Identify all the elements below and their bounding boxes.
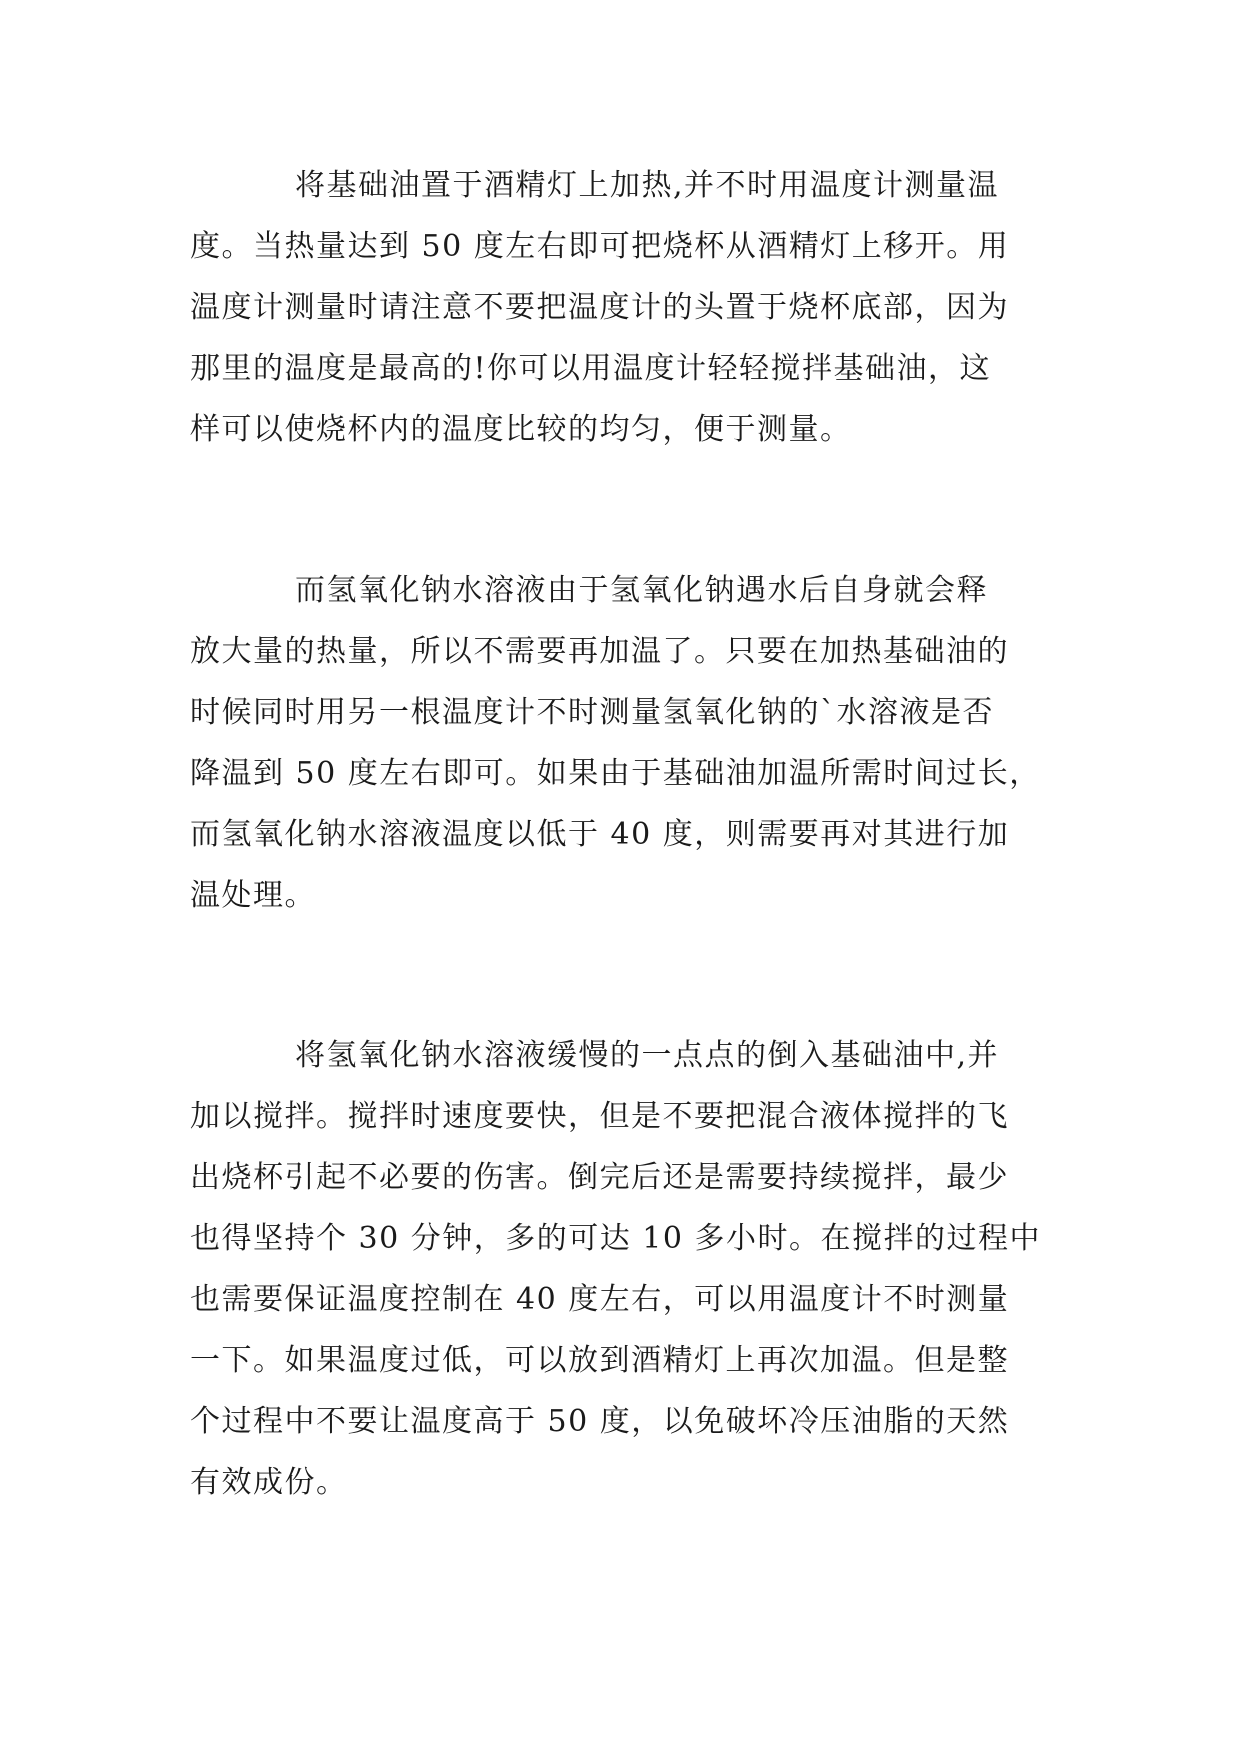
paragraph-heating-oil: [190, 155, 1060, 460]
paragraph-sodium-hydroxide-solution: [190, 560, 1060, 926]
paragraph-mixing-stirring: [190, 1025, 1060, 1513]
paragraph-line: 温度计测量时请注意不要把温度计的头置于烧杯底部，因为: [190, 290, 1009, 325]
paragraph-line: 样可以使烧杯内的温度比较的均匀，便于测量。: [190, 412, 852, 447]
paragraph-line: 出烧杯引起不必要的伤害。倒完后还是需要持续搅拌，最少: [190, 1160, 1009, 1195]
paragraph-line: 个过程中不要让温度高于 50 度，以免破坏冷压油脂的天然: [190, 1404, 1010, 1439]
paragraph-line: 也得坚持个 30 分钟，多的可达 10 多小时。在搅拌的过程中: [190, 1221, 1041, 1256]
paragraph-line: 而氢氧化钠水溶液温度以低于 40 度，则需要再对其进行加: [190, 817, 1010, 852]
paragraph-line: 那里的温度是最高的!你可以用温度计轻轻搅拌基础油，这: [190, 351, 992, 386]
paragraph-line: 度。当热量达到 50 度左右即可把烧杯从酒精灯上移开。用: [190, 229, 1010, 264]
paragraph-line: 时候同时用另一根温度计不时测量氢氧化钠的`水溶液是否: [190, 695, 994, 730]
paragraph-line: 降温到 50 度左右即可。如果由于基础油加温所需时间过长，: [190, 756, 1041, 791]
paragraph-line: 有效成份。: [190, 1465, 348, 1500]
paragraph-line: 放大量的热量，所以不需要再加温了。只要在加热基础油的: [190, 634, 1009, 669]
paragraph-line: 将氢氧化钠水溶液缓慢的一点点的倒入基础油中,并: [295, 1038, 1000, 1073]
paragraph-line: 将基础油置于酒精灯上加热,并不时用温度计测量温: [295, 168, 1000, 203]
paragraph-line: 一下。如果温度过低，可以放到酒精灯上再次加温。但是整: [190, 1343, 1009, 1378]
paragraph-line: 也需要保证温度控制在 40 度左右，可以用温度计不时测量: [190, 1282, 1010, 1317]
paragraph-line: 温处理。: [190, 878, 316, 913]
paragraph-line: 而氢氧化钠水溶液由于氢氧化钠遇水后自身就会释: [295, 573, 988, 608]
paragraph-line: 加以搅拌。搅拌时速度要快，但是不要把混合液体搅拌的飞: [190, 1099, 1009, 1134]
